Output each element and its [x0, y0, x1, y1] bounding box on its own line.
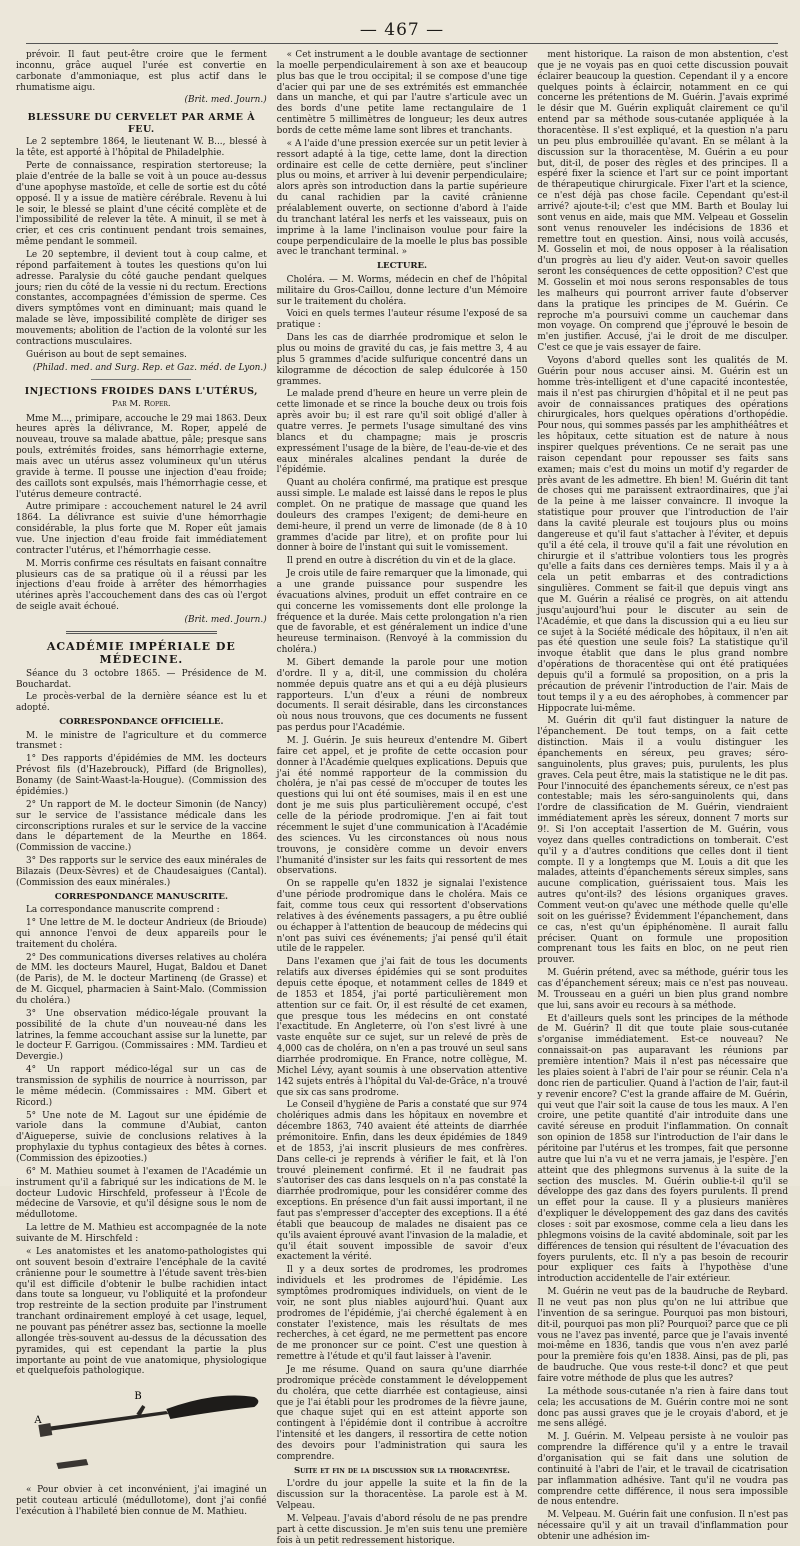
paragraph: Le malade prend d'heure en heure un verre plein de cette limonade et se rince la bouche deux ou trois fois après avoir bu; il est rare qu'il soit obligé d'aller à quatre verres. Je permets l'usage simultané des vins blancs et du champagne; mais je proscris expressément l'usage de la bière, de l'eau-de-vie et des eaux minérales alcalines pendant la durée de l'épidémie. [276, 389, 528, 476]
source-citation: (Brit. med. Journ.) [184, 95, 267, 106]
paragraph: M. Guérin prétend, avec sa méthode, guérir tous les cas d'épanchement séreux; mais ce n'est pas nouveau. M. Trousseau en a guéri un bien plus grand nombre que lui, sans avoir eu recours à sa méthode. [537, 968, 789, 1011]
divider [66, 631, 216, 634]
subsection-title: Suite et fin de la discussion sur la thoracentèse. [293, 1465, 511, 1476]
paragraph: M. Guérin dit qu'il faut distinguer la nature de l'épanchement. De tout temps, on a fait cette distinction. Mais il a voulu distinguer les épanchements en séreux, peu graves; séro-sanguinolents, plus graves; puis, purulents, les plus graves. Cela peut être, mais la statistique ne le dit pas. Pour l'innocuité des épanchements séreux, ce n'est pas contestable; mais les séro-sanguinolents qui, dans l'ordre de classification de M. Guérin, viendraient immédiatement après les séreux, donnent 7 morts sur 9!. Si l'on acceptait l'assertion de M. Guérin, vous voyez dans quelles contradictions on tomberait. C'est qu'il y a d'autres conditions que celles dont il tient compte. Il y a longtemps que M. Louis a dit que les malades, atteints d'épanchements séreux simples, sans aucune complication, guérissaient tous. Mais les autres qu'ont-ils? des lésions organiques graves. Comment veut-on qu'avec une méthode quelle qu'elle soit on les guérisse? Évidemment l'épanchement, dans ce cas, n'est qu'un épiphénomène. Il aurait fallu préciser. Quant on formule une proposition comprenant tous les faits en bloc, on ne peut rien prouver. [537, 716, 789, 966]
medullotome-figure [16, 1383, 267, 1479]
column-middle [276, 50, 528, 1546]
paragraph: M. le ministre de l'agriculture et du commerce transmet : [16, 730, 267, 752]
paragraph: Le Conseil d'hygiène de Paris a constaté que sur 974 cholériques admis dans les hôpitaux en novembre et décembre 1863, 740 avaient été atteints de diarrhée prémonitoire. Enfin, dans les deux épidémies de 1849 et de 1853, j'ai inscrit plusieurs de mes confrères. Dans celle-ci je reprends à vérifier le fait, et là l'on trouvé pleinement confirmé. Et il ne faudrait pas s'autoriser des cas dans lesquels on n'a pas constaté la diarrhée prodromique, pour les considérer comme des exceptions. En présence d'un fait aussi important, il ne faut pas s'empresser d'accepter des exceptions. Il a été établi que beaucoup de malades ne disaient pas ce qu'ils avaient éprouvé avant l'invasion de la maladie, et qu'il était souvent impossible de savoir d'eux exactement la vérité. [276, 1100, 528, 1263]
divider [91, 379, 191, 380]
paragraph: 3° Une observation médico-légale prouvant la possibilité de la chute d'un nouveau-né dans les latrines, la femme accouchant assise sur la lunette, par le docteur F. Garrigou. (Commissaires : MM. Tardieu et Devergie.) [16, 1008, 267, 1063]
paragraph: 1° Une lettre de M. le docteur Andrieux (de Brioude) qui annonce l'envoi de deux appareils pour le traitement du choléra. [16, 918, 267, 950]
paragraph: 5° Une note de M. Lagout sur une épidémie de variole dans la commune d'Aubiat, canton d'Aigueperse, suivie de conclusions relatives à la prophylaxie du typhus contagieux des bêtes à cornes. (Commission des épizooties.) [16, 1110, 267, 1165]
paragraph: M. Velpeau. J'avais d'abord résolu de ne pas prendre part à cette discussion. Je m'en suis tenu une première fois à un petit redressement historique. [276, 1513, 528, 1546]
paragraph: M. J. Guérin. M. Velpeau persiste à ne vouloir pas comprendre la différence qu'il y a entre le travail d'organisation qui se fait dans une solution de continuité à l'abri de l'air, et le travail de cicatrisation par inflammation adhésive. Tant qu'il ne voudra pas comprendre cette différence, il nous sera impossible de nous entendre. [537, 1432, 789, 1508]
column-left [16, 50, 267, 1517]
paragraph: « A l'aide d'une pression exercée sur un petit levier à ressort adapté à la tige, cette lame, dont la direction ordinaire est celle de cette dernière, peut s'incliner plus ou moins, et arriver à lui devenir perpendiculaire; alors après son introduction dans la partie supérieure du canal rachidien par la cavité crânienne préalablement ouverte, on sectionne d'abord à l'aide du tranchant latéral les nerfs et les vaisseaux, puis on imprime à la lame l'inclinaison voulue pour faire la coupe perpendiculaire de la moelle le plus bas possible avec le tranchant terminal. » [276, 138, 528, 258]
paragraph: 2° Des communications diverses relatives au choléra de MM. les docteurs Maurel, Hugat, Baldou et Danet (de Paris), de M. le docteur Martinenq (de Grasse) et de M. Gicquel, pharmacien à Saint-Malo. (Commission du choléra.) [16, 952, 267, 1007]
paragraph: Et d'ailleurs quels sont les principes de la méthode de M. Guérin? Il dit que toute plaie sous-cutanée s'organise immédiatement. Est-ce nouveau? Ne connaissait-on pas auparavant les réunions par première intention? Mais il n'est pas nécessaire que les plaies soient à l'abri de l'air pour se réunir. Cela n'a donc rien de particulier. Quand à l'action de l'air, faut-il y revenir encore? C'est la grande affaire de M. Guérin, qui veut que l'air soit la cause de tous les maux. A l'en croire, une petite quantité d'air introduite dans une cavité séreuse en produit l'inflammation. On connaît son opinion de 1858 sur l'introduction de l'air dans le péritoine par l'utérus et les trompes, fait que personne autre que lui n'a vu et ne verra jamais, je l'espère. J'en atteint que des phlegmons survenus à la suite de la section des muscles. M. Guérin oublie-t-il qu'il se développe des gaz dans des foyers purulents. Il prend un effet pour la cause. Il y a plusieurs manières d'expliquer le développement des gaz dans des cavités closes : soit par exosmose, comme cela a lieu dans les phlegmons voisins de la cavité abdominale, soit par les différences de tension qui résultent de l'évacuation des foyers purulents, etc. Il n'y a pas besoin de recourir pour expliquer ces faits à l'hypothèse d'une introduction accidentelle de l'air extérieur. [537, 1013, 789, 1285]
paragraph: M. Velpeau. M. Guérin fait une confusion. Il n'est pas nécessaire qu'il y ait un travail d'inflammation pour obtenir une adhésion im- [537, 1510, 789, 1543]
article-author: Par M. Roper. [111, 399, 171, 410]
paragraph: Guérison au bout de sept semaines. [26, 349, 187, 360]
paragraph: Autre primipare : accouchement naturel le 24 avril 1864. La délivrance est suivie d'une hémorrhagie considérable, la plus forte que M. Roper eût jamais vue. Une injection d'eau froide fait immédiatement contracter l'utérus, et l'hémorrhagie cesse. [16, 502, 267, 556]
page-header [16, 14, 788, 50]
header-rule [26, 43, 778, 44]
column-right [537, 50, 789, 1543]
paragraph: Voyons d'abord quelles sont les qualités de M. Guérin pour nous accuser ainsi. M. Guérin est un homme très-intelligent et d'une capacité incontestée, mais il n'est pas chirurgien d'hôpital et il ne peut pas avoir de connaissances pratiques des opérations chirurgicales, hors quelques opérations d'orthopédie. Pour nous, qui sommes passés par les amphithéâtres et les hôpitaux, cette situation est de nature à nous inspirer quelques préventions. Ce ne serait pas une raison cependant pour repousser ses faits sans examen; mais c'est du moins un motif d'y regarder de près avant de les admettre. Eh bien! M. Guérin dit tant de choses qui me paraissent extraordinaires, que j'ai de la peine à me laisser convaincre. Il invoque la statistique pour prouver que l'introduction de l'air dans la cavité pleurale est toujours plus ou moins dangereuse et qu'il faut s'attacher à l'éviter, et depuis qu'il a été cela, il trouve qu'il a fait une révolution en chirurgie et il s'attribue volontiers tous les progrès qu'elle a faits dans ces dernières temps. Mais il y a à cela un petit embarras et des contradictions singulières. Comment se fait-il que depuis vingt ans que M. Guérin a réalisé ce progrès, on ait attendu jusqu'aujourd'hui pour le discuter au sein de l'Académie, et que dans la discussion qui a eu lieu sur ce sujet à la Société médicale des hôpitaux, il n'en ait pas été question une seule fois? La statistique qu'il invoque établit que dans le plus grand nombre d'opérations de thoracentèse qui ont été pratiquées depuis qu'il a formulé sa proposition, on a pris la précaution de prévenir l'introduction de l'air. Mais de tout temps il y a eu des aérophobes, à commencer par Hippocrate lui-même. [537, 356, 789, 714]
paragraph: Voici en quels termes l'auteur résume l'exposé de sa pratique : [276, 309, 528, 331]
paragraph: Choléra. — M. Worms, médecin en chef de l'hôpital militaire du Gros-Caillou, donne lecture d'un Mémoire sur le traitement du choléra. [276, 274, 528, 307]
paragraph: Il prend en outre à discrétion du vin et de la glace. [286, 556, 516, 567]
medullotome-illustration [16, 1383, 267, 1479]
paragraph: M. Gibert demande la parole pour une motion d'ordre. Il y a, dit-il, une commission du choléra nommée depuis quatre ans et qui a eu déjà plusieurs rapporteurs. L'un d'eux a réuni de nombreux documents. Il serait désirable, dans les circonstances où nous nous trouvons, que ces documents ne fussent pas perdus pour l'Académie. [276, 658, 528, 734]
paragraph: « Pour obvier à cet inconvénient, j'ai imaginé un petit couteau articulé (médullotome), dont j'ai confié l'exécution à l'habileté bien connue de M. Mathieu. [16, 1485, 267, 1517]
text-columns [16, 50, 789, 1546]
paragraph: 3° Des rapports sur le service des eaux minérales de Bilazais (Deux-Sèvres) et de Chaudesaigues (Cantal). (Commission des eaux minérales.) [16, 856, 267, 888]
instrument-handle [166, 1396, 258, 1420]
paragraph: Perte de connaissance, respiration stertoreuse; la plaie d'entrée de la balle se voit à un pouce au-dessus d'une apophyse mastoïde, et celle de sortie est du côté opposé. Il y a issue de matière cérébrale. Revenu à lui le soir, le blessé se plaint d'une cécité complète et de l'impossibilité de relever la tête. A minuit, il se met à crier, et ces cris continuent pendant trois semaines, même pendant le sommeil. [16, 161, 267, 248]
article-heading: INJECTIONS FROIDES DANS L'UTÉRUS, [24, 385, 258, 397]
paragraph: Mme M..., primipare, accouche le 29 mai 1863. Deux heures après la délivrance, M. Roper, appelé de nouveau, trouve sa malade abattue, pâle; presque sans pouls, extrémités froides, sans hémorrhagie externe, mais avec un utérus assez volumineux qu'un utérus gravide à terme. Il pousse une injection d'eau froide; des caillots sont expulsés, mais l'hémorrhagie cesse, et l'utérus demeure contracté. [16, 413, 267, 500]
paragraph: Je crois utile de faire remarquer que la limonade, qui a une grande puissance pour suspendre les évacuations alvines, produit un effet contraire en ce qui concerne les vomissements dont elle prolonge la fréquence et la durée. Mais cette prolongation n'a rien que de favorable, et est généralement un indice d'une heureuse terminaison. (Renvoyé à la commission du choléra.) [276, 569, 528, 656]
source-citation: (Philad. med. and Surg. Rep. et Gaz. méd. de Lyon.) [32, 362, 267, 373]
paragraph: M. Guérin ne veut pas de la baudruche de Reybard. Il ne veut pas non plus qu'on ne lui attribue que l'invention de sa seringue. Pourquoi pas mon bistouri, dit-il, pourquoi pas mon pli? Pourquoi? parce que ce pli vous ne l'avez pas inventé, parce que je l'avais inventé moi-même en 1836, tandis que vous n'en avez parlé pour la première fois qu'en 1838. Ainsi, pas de pli, pas de baudruche. Que vous reste-t-il donc? et que peut faire votre méthode de plus que les autres? [537, 1287, 789, 1384]
paragraph: M. J. Guérin. Je suis heureux d'entendre M. Gibert faire cet appel, et je profite de cette occasion pour donner à l'Académie quelques explications. Depuis que j'ai été nommé rapporteur de la commission du choléra, je n'ai pas cessé de m'occuper de toutes les questions qui lui ont été soumises, mais il en est une dont je me suis plus particulièrement occupé, c'est celle de la période prodromique. J'en ai fait tout récemment le sujet d'une communication à l'Académie des sciences. Vu les circonstances où nous nous trouvons, je considère comme un devoir envers l'humanité d'insister sur les faits qui ressortent de mes observations. [276, 736, 528, 877]
intro-paragraph: prévoir. Il faut peut-être croire que le ferment inconnu, grâce auquel l'urée est convertie en carbonate d'ammoniaque, est plus actif dans le rhumatisme aigu. [16, 50, 267, 93]
paragraph: Dans l'examen que j'ai fait de tous les documents relatifs aux diverses épidémies qui se sont produites depuis cette époque, et notamment celles de 1849 et de 1853 et 1854, j'ai porté particulièrement mon attention sur ce fait. Or, il est résulté de cet examen, que presque tous les médecins en ont constaté l'exactitude. En Angleterre, où l'on s'est livré à une vaste enquête sur ce sujet, sur un relevé de près de 4,000 cas de choléra, on n'en a pas trouvé un seul sans diarrhée prodromique. En France, notre collègue, M. Michel Lévy, ayant soumis à une observation attentive 142 sujets entrés à l'hôpital du Val-de-Grâce, n'a trouvé que six cas sans prodrome. [276, 957, 528, 1098]
section-heading: ACADÉMIE IMPÉRIALE DE MÉDECINE. [46, 639, 236, 667]
paragraph: Dans les cas de diarrhée prodromique et selon le plus ou moins de gravité du cas, je fais mettre 3, 4 au plus 5 grammes d'acide sulfurique concentré dans un kilogramme de décoction de salep édulcorée à 150 grammes. [276, 333, 528, 387]
paragraph: Je me résume. Quand on saura qu'une diarrhée prodromique précède constamment le développement du choléra, que cette diarrhée est contagieuse, ainsi que je l'ai établi pour les prodromes de la fièvre jaune, que chaque sujet qui en est atteint apporte son contingent à l'épidémie dont il contribue à accroître l'intensité et les dangers, il ressortira de cette notion des devoirs pour l'administration qui saura les comprendre. [276, 1365, 528, 1462]
subsection-title: CORRESPONDANCE MANUSCRITE. [54, 891, 228, 902]
article-heading: BLESSURE DU CERVELET PAR ARME À FEU. [27, 112, 256, 135]
instrument-shaft [46, 1411, 168, 1431]
paragraph: 4° Un rapport médico-légal sur un cas de transmission de syphilis de nourrice à nourrisson, par le même médecin. (Commissaires : MM. Gibert et Ricord.) [16, 1065, 267, 1108]
paragraph: « Les anatomistes et les anatomo-pathologistes qui ont souvent besoin d'extraire l'encéphale de la cavité crânienne pour le soumettre à l'étude savent très-bien qu'il est difficile d'obtenir le bulbe rachidien intact dans toute sa longueur, vu l'obliquité et la profondeur trop restreinte de la section produite par l'instrument tranchant ordinairement employé à cet usage, lequel, ne pouvant pas pénétrer assez bas, sectionne la moelle allongée très-souvent au-dessus de la décussation des pyramides, qui est cependant la partie la plus importante au point de vue anatomique, physiologique et quelquefois pathologique. [16, 1246, 267, 1377]
paragraph: Le 20 septembre, il devient tout à coup calme, et répond parfaitement à toutes les questions qu'on lui adresse. Paralysie du côté gauche pendant quelques jours; rien du côté de la vessie ni du rectum. Erections constantes, accompagnées d'émission de sperme. Ces divers symptômes vont en diminuant; mais quand le malade se lève, impossibilité complète de diriger ses mouvements; abolition de l'action de la volonté sur les contractions musculaires. [16, 250, 267, 347]
paragraph: La lettre de M. Mathieu est accompagnée de la note suivante de M. Hirschfeld : [16, 1223, 267, 1245]
blade-detail [56, 1459, 88, 1469]
meeting-line: Séance du 3 octobre 1865. — Présidence de M. Bouchardat. [16, 668, 267, 690]
paragraph: On se rappelle qu'en 1832 je signalai l'existence d'une période prodromique dans le choléra. Mais ce fait, comme tous ceux qui ressortent d'observations relatives à des événements passagers, a pu être oublié ou échapper à l'attention de beaucoup de médecins qui n'ont pas suivi ces événements; j'ai pensé qu'il était utile de le rappeler. [276, 879, 528, 955]
source-citation: (Brit. med. Journ.) [184, 615, 267, 626]
paragraph: Le procès-verbal de la dernière séance est lu et adopté. [16, 692, 267, 714]
paragraph: La méthode sous-cutanée n'a rien à faire dans tout cela; les accusations de M. Guérin contre moi ne sont donc pas aussi graves que je le croyais d'abord, et je me sens allégé. [537, 1386, 789, 1430]
paragraph: Le 2 septembre 1864, le lieutenant W. B..., blessé à la tête, est apporté à l'hôpital de Philadelphie. [16, 137, 267, 159]
paragraph: Il y a deux sortes de prodromes, les prodromes individuels et les prodromes de l'épidémie. Les symptômes prodromiques individuels, on vient de le voir, ne sont plus niables aujourd'hui. Quant aux prodromes de l'épidémie, j'ai cherché également à en constater l'existence, mais les résultats de mes recherches, à cet égard, ne me permettent pas encore de me prononcer sur ce point. C'est une question à remettre à l'étude et qu'il faut laisser à l'avenir. [276, 1265, 528, 1363]
paragraph: 6° M. Mathieu soumet à l'examen de l'Académie un instrument qu'il a fabriqué sur les indications de M. le docteur Ludovic Hirschfeld, professeur à l'École de médecine de Varsovie, et qu'il désigne sous le nom de médullotome. [16, 1166, 267, 1221]
paragraph: La correspondance manuscrite comprend : [26, 905, 220, 916]
paragraph: Quant au choléra confirmé, ma pratique est presque aussi simple. Le malade est laissé dans le repos le plus complet. On ne pratique de massage que quand les douleurs des crampes l'exigent; de demi-heure en demi-heure, il prend un verre de limonade (de 8 à 10 grammes d'acide par litre), et on profite pour lui donner à boire de l'instant qui suit le vomissement. [276, 478, 528, 554]
paragraph: M. Morris confirme ces résultats en faisant connaître plusieurs cas de sa pratique où il a réussi par les injections d'eau froide à arrêter des hémorrhagies utérines après l'accouchement dans des cas où l'ergot de seigle avait échoué. [16, 558, 267, 613]
instrument-blade [38, 1423, 52, 1437]
paragraph: 1° Des rapports d'épidémies de MM. les docteurs Prévost fils (d'Hazebrouck), Piffard (de Brignolles), Bonamy (de Saint-Waast-la-Hougue). (Commission des épidémies.) [16, 754, 267, 797]
paragraph: ment historique. La raison de mon abstention, c'est que je ne voyais pas en quoi cette discussion pouvait éclairer beaucoup la question. Cependant il y a encore quelques points à éclaircir, notamment en ce qui concerne les prétentions de M. Guérin. J'avais exprimé le désir que M. Guérin expliquât clairement ce qu'il entend par sa méthode sous-cutanée appliquée à la thoracentèse. Il s'est expliqué, et la question n'a paru un peu plus embrouillée qu'avant. En se mêlant à la discussion sur la thoracentèse, M. Guérin a eu pour but, dit-il, de poser des règles et des principes. Il a espéré fixer la science et l'art sur ce point important de thérapeutique chirurgicale. Fixer l'art et la science, ce n'est déjà pas chose facile. Cependant qu'est-il arrivé? ajoute-t-il; c'est que MM. Barth et Boulay lui sont venus en aide, mais que MM. Velpeau et Gosselin sont venus renouveler les indécisions de 1836 et remettre tout en question. Ainsi, nous voilà accusés, M. Gosselin et moi, de nous opposer à la réalisation d'un progrès au lieu d'y aider. Veut-on savoir quelles seront les conséquences de cette opposition? C'est que M. Gosselin et moi nous serons responsables de tous les malheurs qui pourront arriver faute d'observer dans la pratique les principes de M. Guérin. Ce reproche m'a poursuivi comme un cauchemar dans mon voyage. On comprend que j'éprouvé le besoin de m'en justifier. Accusé, j'ai le droit de me disculper. C'est ce que je vais essayer de faire. [537, 50, 789, 354]
page-number: — 467 — [359, 20, 445, 40]
figure-label-b: B [134, 1391, 142, 1403]
subsection-title: LECTURE. [377, 261, 428, 272]
paragraph: L'ordre du jour appelle la suite et la fin de la discussion sur la thoracentèse. La parole est à M. Velpeau. [276, 1479, 528, 1511]
paragraph: 2° Un rapport de M. le docteur Simonin (de Nancy) sur le service de l'assistance médicale dans les circonscriptions rurales et sur le service de la vaccine dans le département de la Meurthe en 1864. (Commission de vaccine.) [16, 799, 267, 854]
subsection-title: CORRESPONDANCE OFFICIELLE. [59, 717, 224, 728]
figure-label-a: A [34, 1415, 42, 1427]
paragraph: « Cet instrument a le double avantage de sectionner la moelle perpendiculairement à son axe et beaucoup plus bas que le trou occipital; il se compose d'une tige d'acier qui par une de ses extrémités est emmanchée dans un manche, et qui par l'autre s'articule avec un des bords d'une petite lame rectangulaire de 1 centimètre 5 millimètres de longueur; les deux autres bords de cette même lame sont libres et tranchants. [276, 50, 528, 137]
